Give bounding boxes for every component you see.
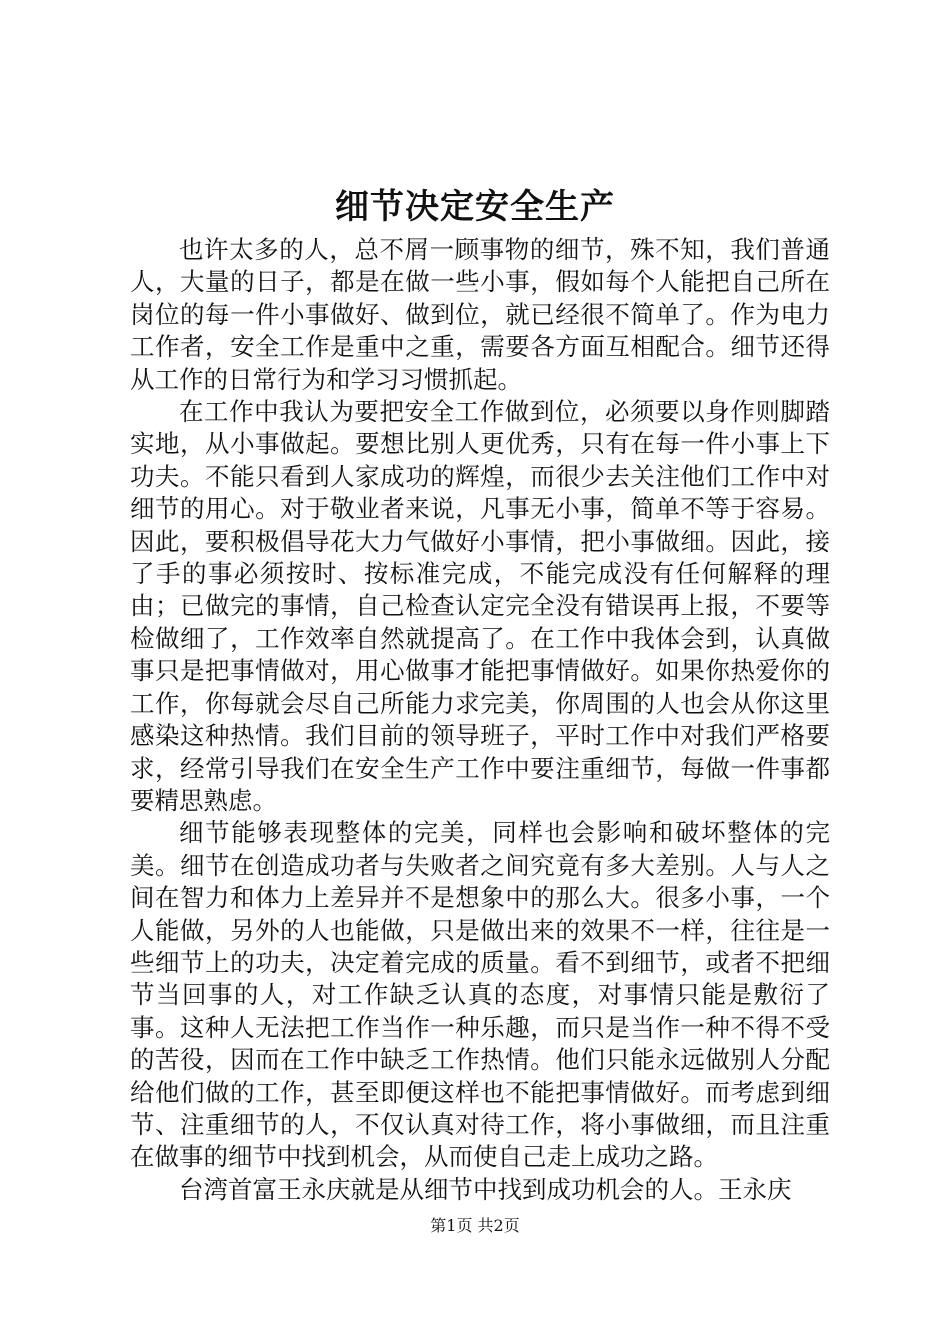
paragraph: 台湾首富王永庆就是从细节中找到成功机会的人。王永庆 [179, 1174, 792, 1204]
document-body [130, 234, 830, 1206]
paragraph: 也许太多的人，总不屑一顾事物的细节，殊不知，我们普通人，大量的日子，都是在做一些小事，假如每个人能把自己所在岗位的每一件小事做好、做到位，就已经很不简单了。作为电力工作者，安全工作是重中之重，需要各方面互相配合。细节还得从工作的日常行为和学习习惯抓起。 [130, 235, 830, 394]
document-title: 细节决定安全生产 [335, 187, 615, 227]
page-number-footer: 第1页 共2页 [430, 1216, 520, 1235]
paragraph: 细节能够表现整体的完美，同样也会影响和破坏整体的完美。细节在创造成功者与失败者之间究竟有多大差别。人与人之间在智力和体力上差异并不是想象中的那么大。很多小事，一个人能做，另外的人也能做，只是做出来的效果不一样，往往是一些细节上的功夫，决定着完成的质量。看不到细节，或者不把细节当回事的人，对工作缺乏认真的态度，对事情只能是敷衍了事。这种人无法把工作当作一种乐趣，而只是当作一种不得不受的苦役，因而在工作中缺乏工作热情。他们只能永远做别人分配给他们做的工作，甚至即便这样也不能把事情做好。而考虑到细节、注重细节的人，不仅认真对待工作，将小事做细，而且注重在做事的细节中找到机会，从而使自己走上成功之路。 [130, 818, 830, 1172]
paragraph: 在工作中我认为要把安全工作做到位，必须要以身作则脚踏实地，从小事做起。要想比别人更优秀，只有在每一件小事上下功夫。不能只看到人家成功的辉煌，而很少去关注他们工作中对细节的用心。对于敬业者来说，凡事无小事，简单不等于容易。因此，要积极倡导花大力气做好小事情，把小事做细。因此，接了手的事必须按时、按标准完成，不能完成没有任何解释的理由；已做完的事情，自己检查认定完全没有错误再上报，不要等检做细了，工作效率自然就提高了。在工作中我体会到，认真做事只是把事情做对，用心做事才能把事情做好。如果你热爱你的工作，你每就会尽自己所能力求完美，你周围的人也会从你这里感染这种热情。我们目前的领导班子，平时工作中对我们严格要求，经常引导我们在安全生产工作中要注重细节，每做一件事都要精思熟虑。 [130, 397, 830, 815]
